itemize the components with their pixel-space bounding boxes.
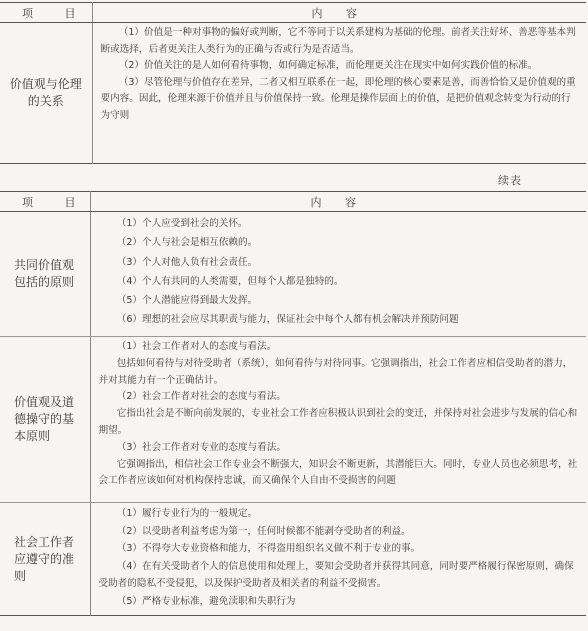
table-header-row bbox=[0, 192, 586, 212]
content-paragraph: （1）价值是一种对事物的偏好或判断，它不等同于以关系建构为基础的伦理。前者关注好坏、善恶等基本判断或选择，后者更关注人类行为的正确与否或行为是否适当。 bbox=[100, 27, 576, 55]
row-label: 共同价值观包括的原则 bbox=[0, 212, 90, 337]
content-paragraph: （3）尽管伦理与价值存在差异，二者又相互联系在一起，即伦理的核心要素是善，而善恰恰又是价值观的重要内容。因此，伦理来源于价值并且与价值保持一致。伦理是操作层面上的价值，是把价值观念转变为行动的行为守则 bbox=[100, 76, 576, 121]
row-label: 社会工作者应遵守的准则 bbox=[0, 503, 90, 616]
list-item: （4）个人有共同的人类需要，但每个人都是独特的。 bbox=[116, 275, 344, 287]
list-item: 它强调指出，相信社会工作专业会不断强大，知识会不断更新，其潜能巨大。同时，专业人员也必须思考，社会工作者应该如何对机构保持忠诚，而又确保个人自由不受损害的问题 bbox=[98, 458, 578, 487]
row-content bbox=[90, 503, 586, 616]
content-paragraph: （2）价值关注的是人如何看待事物，如何确定标准，而伦理更关注在现实中如何实践价值的标准。 bbox=[118, 60, 538, 72]
list-item: （3）个人对他人负有社会责任。 bbox=[116, 256, 258, 268]
header-item-label: 项 目 bbox=[0, 192, 90, 212]
table-header-row bbox=[0, 3, 586, 23]
row-label: 价值观与伦理的关系 bbox=[0, 23, 92, 164]
list-item: （2）以受助者利益考虑为第一，任何时候都不能剥夺受助者的利益。 bbox=[116, 525, 411, 537]
header-content-label: 内 容 bbox=[90, 192, 586, 212]
header-content-label: 内 容 bbox=[92, 3, 586, 23]
list-item: 它指出社会是不断向前发展的，专业社会工作者应积极认识到社会的变迁，并保持对社会进步与发展的信心和期望。 bbox=[98, 408, 578, 436]
header-item-label: 项 目 bbox=[0, 3, 92, 23]
list-item: （5）严格专业标准，避免渎职和失职行为 bbox=[116, 595, 296, 607]
list-item: （3）社会工作者对专业的态度与看法。 bbox=[116, 441, 286, 453]
list-item: （1）履行专业行为的一般规定。 bbox=[116, 508, 258, 519]
list-item: （1）个人应受到社会的关怀。 bbox=[116, 218, 248, 229]
row-content bbox=[92, 23, 586, 164]
table-row bbox=[0, 503, 586, 616]
list-item: （5）个人潜能应得到最大发挥。 bbox=[116, 295, 258, 307]
value-ethics-table bbox=[0, 2, 586, 164]
table-row bbox=[0, 23, 586, 164]
list-item: （1）社会工作者对人的态度与看法。 bbox=[116, 341, 277, 352]
row-content bbox=[90, 212, 586, 337]
list-item: （4）在有关受助者个人的信息使用和处理上，要知会受助者并获得其同意，同时要严格履行保密原则，确保受助者的隐私不受侵犯，以及保护受助者及相关者的利益不受损害。 bbox=[98, 560, 574, 590]
row-content bbox=[90, 337, 586, 503]
row-label: 价值观及道德操守的基本原则 bbox=[0, 337, 90, 503]
list-item: 包括如何看待与对待受助者（系统），如何看待与对待同事。它强调指出，社会工作者应相信受助者的潜力，并对其能力有一个正确估计。 bbox=[98, 357, 573, 386]
list-item: （3）不得夸大专业资格和能力，不得盗用组织名义做不利于专业的事。 bbox=[116, 543, 421, 555]
list-item: （2）社会工作者对社会的态度与看法。 bbox=[116, 391, 286, 403]
table-row bbox=[0, 337, 586, 503]
table-row bbox=[0, 212, 586, 337]
continued-label: 续表 bbox=[498, 174, 522, 187]
principles-table bbox=[0, 191, 586, 616]
list-item: （2）个人与社会是相互依赖的。 bbox=[116, 237, 258, 249]
list-item: （6）理想的社会应尽其职责与能力，保证社会中每个人都有机会解决并预防问题 bbox=[116, 314, 459, 326]
